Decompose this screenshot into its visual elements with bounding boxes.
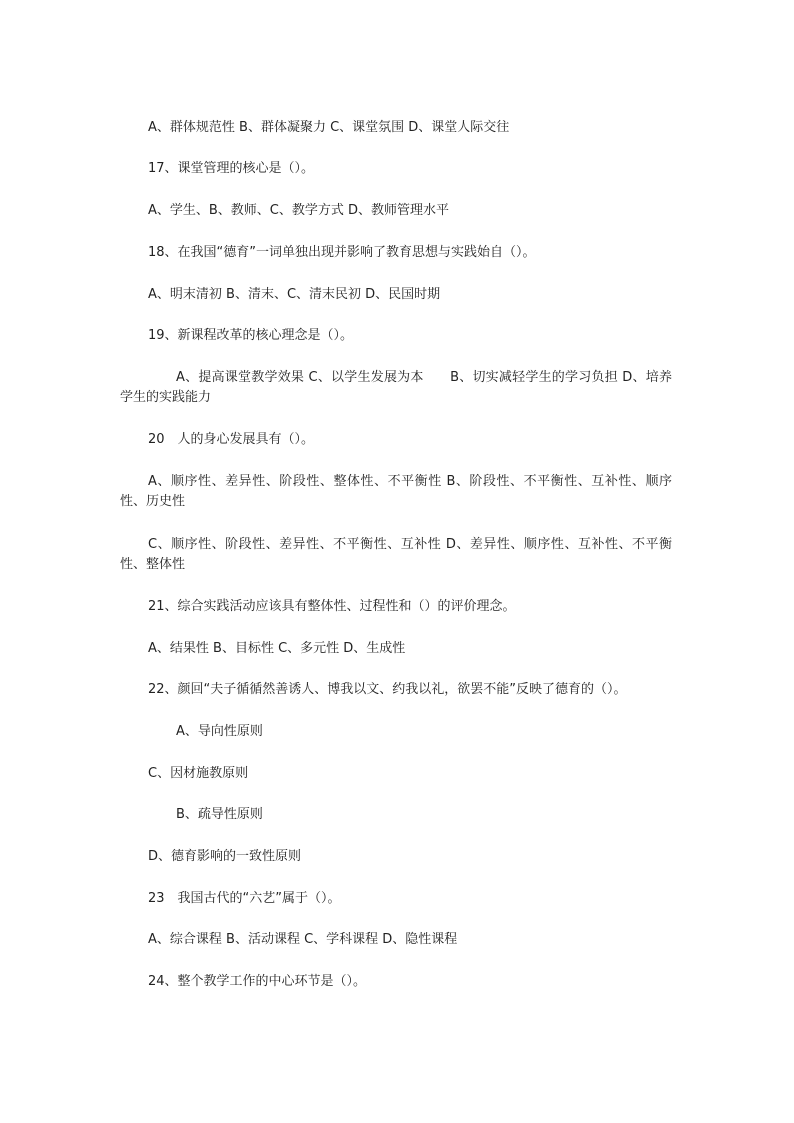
- q17-question: 17、课堂管理的核心是（）。: [148, 161, 315, 176]
- q21-question: 21、综合实践活动应该具有整体性、过程性和（）的评价理念。: [148, 599, 516, 614]
- q22-option-c: C、因材施教原则: [148, 766, 249, 781]
- q22-option-a: A、导向性原则: [176, 724, 263, 739]
- q22-option-b: B、疏导性原则: [176, 807, 263, 822]
- q22-question: 22、颜回“夫子循循然善诱人、博我以文、约我以礼，欲罢不能”反映了德育的（）。: [148, 682, 627, 697]
- q20-question: 20 人的身心发展具有（）。: [148, 432, 315, 447]
- q20-options-ab: A、顺序性、差异性、阶段性、整体性、不平衡性 B、阶段性、不平衡性、互补性、顺序性、历史性: [120, 474, 672, 509]
- q23-question: 23 我国古代的“六艺”属于（）。: [148, 891, 341, 906]
- q18-options: A、明末清初 B、清末、C、清末民初 D、民国时期: [148, 287, 441, 302]
- q21-options: A、结果性 B、目标性 C、多元性 D、生成性: [148, 641, 406, 656]
- q18-question: 18、在我国“德育”一词单独出现并影响了教育思想与实践始自（）。: [148, 245, 536, 260]
- q20-options-cd: C、顺序性、阶段性、差异性、不平衡性、互补性 D、差异性、顺序性、互补性、不平衡性、整体性: [120, 537, 672, 572]
- q24-question: 24、整个教学工作的中心环节是（）。: [148, 974, 367, 989]
- q17-options: A、学生、B、教师、C、教学方式 D、教师管理水平: [148, 203, 450, 218]
- q23-options: A、综合课程 B、活动课程 C、学科课程 D、隐性课程: [148, 932, 458, 947]
- q22-option-d: D、德育影响的一致性原则: [148, 849, 302, 864]
- q16-options: A、群体规范性 B、群体凝聚力 C、课堂氛围 D、课堂人际交往: [148, 120, 510, 135]
- q19-options: A、提高课堂教学效果 C、以学生发展为本 B、切实减轻学生的学习负担 D、培养学生的实践能力: [120, 370, 672, 405]
- q19-question: 19、新课程改革的核心理念是（）。: [148, 328, 354, 343]
